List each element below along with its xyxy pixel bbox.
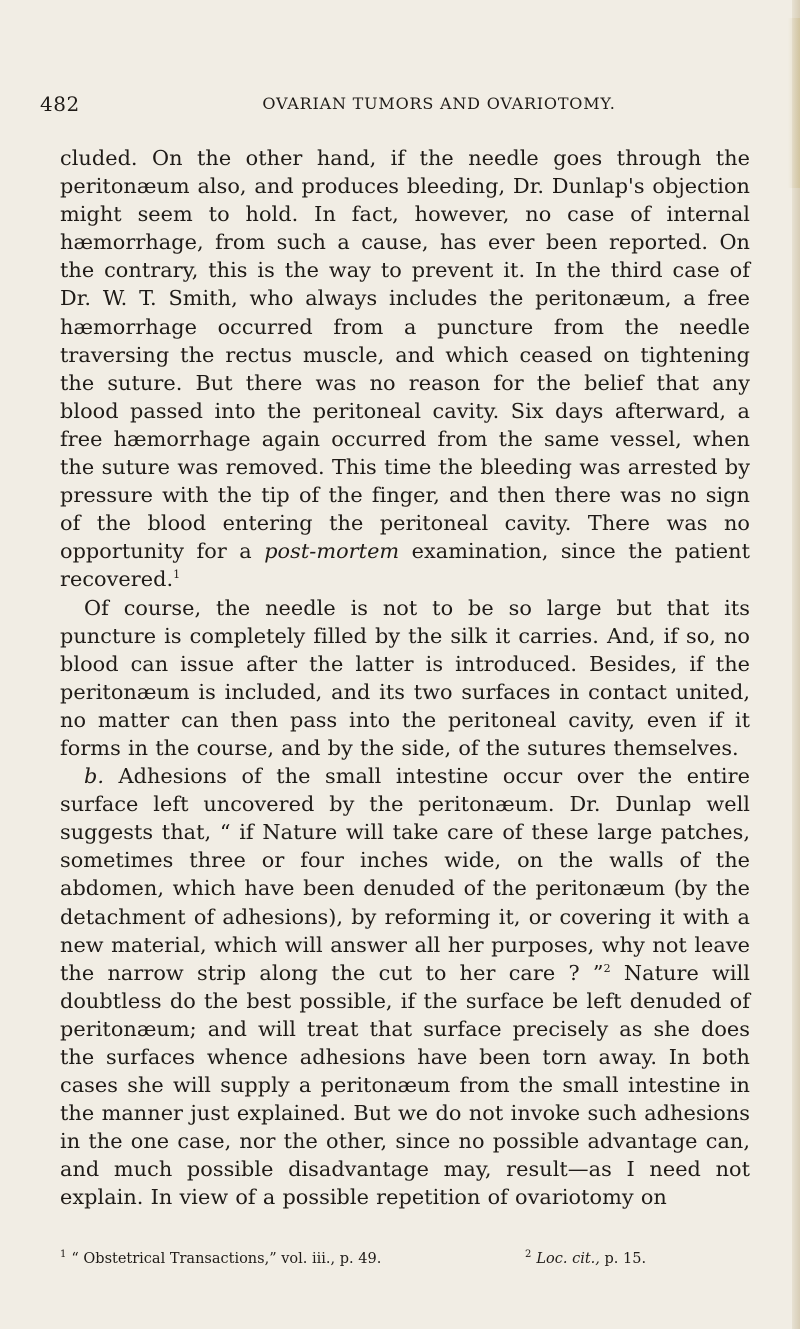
page-header [40,92,760,116]
page-number: 482 [40,92,80,116]
paragraph-2-text: Of course, the needle is not to be so large but that its puncture is completely filled by the silk it carries. And, if so, no blood can issue after the latter is introduced. Besides, if the peritonæum is included, and its two surfaces in contact united, no matter can then pass into the peritoneal cavity, even if it forms in the course, and by the side, of the sutures themselves. [60,595,750,760]
section-label-b: b. [84,764,105,789]
page-edge [792,0,800,1329]
body-text [60,144,750,1212]
footnote-2-text: p. 15. [599,1251,647,1267]
footnote-1-number: 1 [60,1249,67,1261]
paragraph-3-text-start: Adhesions of the small intestine occur over the entire surface left uncovered by the peritonæum. Dr. Dunlap well suggests that, “ if Nature will take care of these large patches, sometimes three or four inches wide, on the walls of the abdomen, which have been denuded of the peritonæum (by the detachment of adhesions), by reforming it, or covering it with a new material, which will answer all her purposes, why not leave the narrow strip along the cut to her care ? ” [60,764,750,985]
paragraph-2 [60,594,750,763]
paragraph-continued [60,144,750,594]
footnote-1 [60,1249,381,1269]
footnote-ref-1: 1 [173,568,181,582]
post-mortem-term: post-mortem [264,539,400,564]
paragraph-3-text-end: Nature will doubtless do the best possible, if the surface be left denuded of peritonæum; and will treat that surface precisely as she does the surfaces whence adhesions have been torn away. In both cases she will supply a peritonæum from the small intestine in the manner just explained. But we do not invoke such adhesions in the one case, nor the other, since no possible advantage can, and much possible disadvantage may, result—as I need not explain. In view of a possible repetition of ovariotomy on [60,960,750,1210]
paragraph-1-text-start: cluded. On the other hand, if the needle goes through the peritonæum also, and produces bleeding, Dr. Dunlap's objection might seem to hold. In fact, however, no case of internal hæmorrhage, from such a cause, has ever been reported. On the contrary, this is the way to prevent it. In the third case of Dr. W. T. Smith, who always includes the peritonæum, a free hæmorrhage occurred from a puncture from the needle traversing the rectus muscle, and which ceased on tightening the suture. But there was no reason for the belief that any blood passed into the peritoneal cavity. Six days afterward, a free hæmorrhage again occurred from the same vessel, when the suture was removed. This time the bleeding was arrested by pressure with the tip of the finger, and then there was no sign of the blood entering the peritoneal cavity. There was no opportunity for a [60,146,750,564]
running-head: OVARIAN TUMORS AND OVARIOTOMY. [262,94,616,113]
paragraph-3 [60,762,750,1212]
footnote-2-number: 2 [525,1249,532,1261]
footnote-2 [525,1249,646,1269]
footnote-2-italic-text: Loc. cit., [536,1251,600,1267]
paper-stain [788,18,800,188]
footnotes [60,1249,750,1271]
paragraph-1-text-end: examination, since the patient recovered. [60,539,751,592]
footnote-1-text: “ Obstetrical Transactions,” vol. iii., p. 49. [71,1251,382,1267]
footnote-ref-2: 2 [603,961,611,975]
